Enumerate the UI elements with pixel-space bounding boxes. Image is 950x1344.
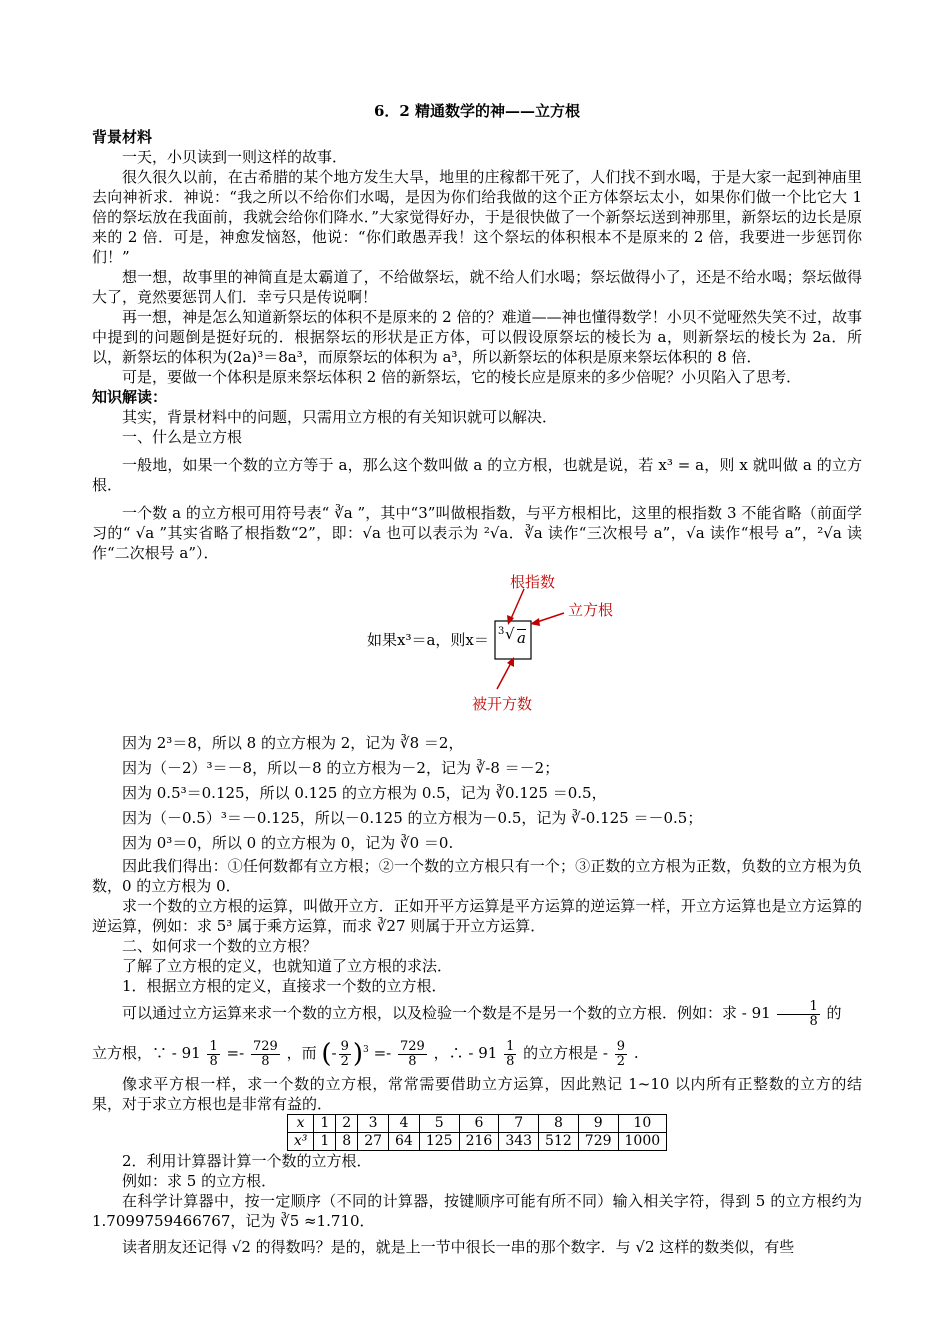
method-heading: 2．利用计算器计算一个数的立方根． bbox=[122, 1152, 372, 1170]
index-arrowhead bbox=[507, 615, 514, 625]
table-cell: 3 bbox=[358, 1115, 389, 1133]
example-line: 因为 0³＝0，所以 0 的立方根为 0，记为 ∛0 ＝0. bbox=[122, 834, 454, 852]
table-cell: 1 bbox=[314, 1115, 336, 1133]
table-cell: 2 bbox=[336, 1115, 358, 1133]
paragraph: 想一想，故事里的神简直是太霸道了，不给做祭坛，就不给人们水喝；祭坛做得小了，还是不给水喝；祭坛做得大了，竟然要惩罚人们．幸亏只是传说啊！ bbox=[92, 268, 862, 306]
section-heading-background: 背景材料 bbox=[92, 128, 153, 146]
definition-paragraph: 一般地，如果一个数的立方等于 a，那么这个数叫做 a 的立方根，也就是说，若 x³ = a，则 x 就叫做 a 的立方根． bbox=[92, 456, 862, 494]
paragraph: 其实，背景材料中的问题，只需用立方根的有关知识就可以解决． bbox=[122, 408, 558, 426]
table-row bbox=[287, 1133, 666, 1151]
properties-paragraph: 因此我们得出：①任何数都有立方根；②一个数的立方根只有一个；③正数的立方根为正数，负数的立方根为负数，0 的立方根为 0． bbox=[92, 857, 862, 895]
table-cell: 125 bbox=[419, 1133, 459, 1151]
table-cell: 216 bbox=[459, 1133, 499, 1151]
example-line: 因为（－0.5）³＝－0.125，所以－0.125 的立方根为－0.5，记为 ∛-0.125 ＝－0.5； bbox=[122, 809, 703, 827]
table-cell: 4 bbox=[389, 1115, 420, 1133]
table-cell: 5 bbox=[419, 1115, 459, 1133]
fraction-729-8: $\frac{729}{8}$ bbox=[252, 1038, 278, 1069]
example-line: 因为 2³＝8，所以 8 的立方根为 2，记为 ∛8 ＝2， bbox=[122, 734, 464, 752]
radical-sign: √ bbox=[505, 625, 515, 643]
fraction-729-8: $\frac{729}{8}$ bbox=[399, 1038, 425, 1069]
table-cell: 64 bbox=[389, 1133, 420, 1151]
method1-text-a: 可以通过立方运算来求一个数的立方根，以及检验一个数是不是另一个数的立方根．例如：求 - 91 bbox=[122, 1004, 771, 1022]
table-row bbox=[287, 1115, 666, 1133]
table-cell: 7 bbox=[499, 1115, 539, 1133]
index-arrow bbox=[510, 589, 524, 621]
table-header-cell: x³ bbox=[287, 1133, 314, 1151]
operation-paragraph: 求一个数的立方根的运算，叫做开立方．正如开平方运算是平方运算的逆运算一样，开立方运算也是立方运算的逆运算，例如：求 5³ 属于乘方运算，而求 ∛27 则属于开立方运算． bbox=[92, 897, 862, 935]
subheading: 二、如何求一个数的立方根？ bbox=[122, 937, 318, 955]
example-line: 因为（－2）³＝－8，所以－8 的立方根为－2，记为 ∛-8 ＝－2； bbox=[122, 759, 560, 777]
paragraph: 了解了立方根的定义，也就知道了立方根的求法． bbox=[122, 957, 453, 975]
table-cell: 10 bbox=[618, 1115, 667, 1133]
fraction-one-eighth: $\frac{1}{8}$ bbox=[777, 1000, 819, 1029]
diagram-equation: 如果x³＝a，则x＝ bbox=[367, 631, 489, 649]
fraction-9-2: $\frac{9}{2}$ bbox=[616, 1038, 626, 1069]
table-cell: 6 bbox=[459, 1115, 499, 1133]
table-cell: 8 bbox=[539, 1115, 579, 1133]
subheading: 一、什么是立方根 bbox=[122, 428, 243, 446]
paragraph: 例如：求 5 的立方根． bbox=[122, 1172, 277, 1190]
page-title: 6．2 精通数学的神——立方根 bbox=[373, 102, 581, 120]
table-cell: 9 bbox=[578, 1115, 618, 1133]
left-paren: ( bbox=[321, 1039, 332, 1069]
notation-paragraph: 一个数 a 的立方根可用符号表“ ∛a ”，其中“3”叫做根指数，与平方根相比，这里的根指数 3 不能省略（前面学习的“ √a ”其实省略了根指数“2”，即：√a 也可以表示为 ²√a．∛a 读作“三次根号 a”，√a 读作“根号 a”，²√a 读作“二次根号 a”）． bbox=[92, 504, 862, 562]
paragraph: 在科学计算器中，按一定顺序（不同的计算器，按键顺序可能有所不同）输入相关字符，得到 5 的立方根约为 1.7099759466767，记为 ∛5 ≈1.710． bbox=[92, 1192, 862, 1230]
method1-text-b: 的 bbox=[826, 1004, 842, 1022]
document-page bbox=[92, 100, 862, 1257]
fraction-9-2: $\frac{9}{2}$ bbox=[340, 1038, 349, 1069]
table-cell: 1 bbox=[314, 1133, 336, 1151]
fraction-one-eighth: $\frac{1}{8}$ bbox=[506, 1038, 515, 1069]
table-cell: 512 bbox=[539, 1133, 579, 1151]
paragraph: 再一想，神是怎么知道新祭坛的体积不是原来的 2 倍的？难道——神也懂得数学！小贝不觉哑然失笑不过，故事中提到的问题倒是挺好玩的．根据祭坛的形状是正方体，可以假设原祭坛的棱长为 a，则新祭坛的棱长为 2a．所以，新祭坛的体积为(2a)³＝8a³，而原祭坛的体积为 a³，所以新祭坛的体积是原来祭坛体积的 8 倍． bbox=[92, 308, 862, 366]
radical-body: a bbox=[517, 629, 526, 647]
paragraph: 很久很久以前，在古希腊的某个地方发生大旱，地里的庄稼都干死了，人们找不到水喝，于是大家一起到神庙里去向神祈求．神说：“我之所以不给你们水喝，是因为你们给我做的这个正方体祭坛太小，如果你们做一个比它大 1 倍的祭坛放在我面前，我就会给你们降水．”大家觉得好办，于是很快做了一个新祭坛送到神那里，新祭坛的边长是原来的 2 倍．可是，神愈发恼怒，他说：“你们敢愚弄我！这个祭坛的体积根本不是原来的 2 倍，我要进一步惩罚你们！” bbox=[92, 168, 862, 266]
example-line: 因为 0.5³＝0.125，所以 0.125 的立方根为 0.5，记为 ∛0.125 ＝0.5， bbox=[122, 784, 607, 802]
label-cube-root: 立方根 bbox=[568, 601, 614, 619]
radicand-arrow bbox=[497, 661, 512, 689]
table-cell: 343 bbox=[499, 1133, 539, 1151]
right-paren: ) bbox=[352, 1039, 364, 1069]
closing-paragraph: 读者朋友还记得 √2 的得数吗？是的，就是上一节中很长一串的那个数字．与 √2 这样的数类似，有些 bbox=[122, 1238, 795, 1256]
radical-index: 3 bbox=[498, 626, 505, 637]
method1-line2: 立方根，∵ - 91 $\frac{1}{8}$ =- $\frac{729}{8}$ ，而 (- $\frac{9}{2}$ )$^3$ =- $\frac{729}{8}$ ，∴ - 91 $\frac{1}{8}$ 的立方根是 - $\frac{9}{2}$ . bbox=[92, 1038, 639, 1069]
paragraph: 一天，小贝读到一则这样的故事． bbox=[122, 148, 348, 166]
fraction-one-eighth: $\frac{1}{8}$ bbox=[209, 1038, 218, 1069]
label-radicand: 被开方数 bbox=[472, 695, 533, 713]
method-heading: 1．根据立方根的定义，直接求一个数的立方根． bbox=[122, 977, 447, 995]
table-cell: 1000 bbox=[618, 1133, 667, 1151]
table-cell: 8 bbox=[336, 1133, 358, 1151]
method1-paragraph bbox=[92, 996, 862, 1030]
cubes-table bbox=[287, 1114, 667, 1151]
cube-root-diagram bbox=[92, 571, 862, 721]
table-header-cell: x bbox=[287, 1115, 314, 1133]
table-cell: 729 bbox=[578, 1133, 618, 1151]
section-heading-knowledge: 知识解读： bbox=[92, 388, 168, 406]
memorize-paragraph: 像求平方根一样，求一个数的立方根，常常需要借助立方运算，因此熟记 1~10 以内所有正整数的立方的结果，对于求立方根也是非常有益的． bbox=[92, 1075, 862, 1113]
paragraph: 可是，要做一个体积是原来祭坛体积 2 倍的新祭坛，它的棱长应是原来的多少倍呢？小贝陷入了思考． bbox=[122, 368, 802, 386]
label-root-index: 根指数 bbox=[510, 573, 556, 591]
table-cell: 27 bbox=[358, 1133, 389, 1151]
